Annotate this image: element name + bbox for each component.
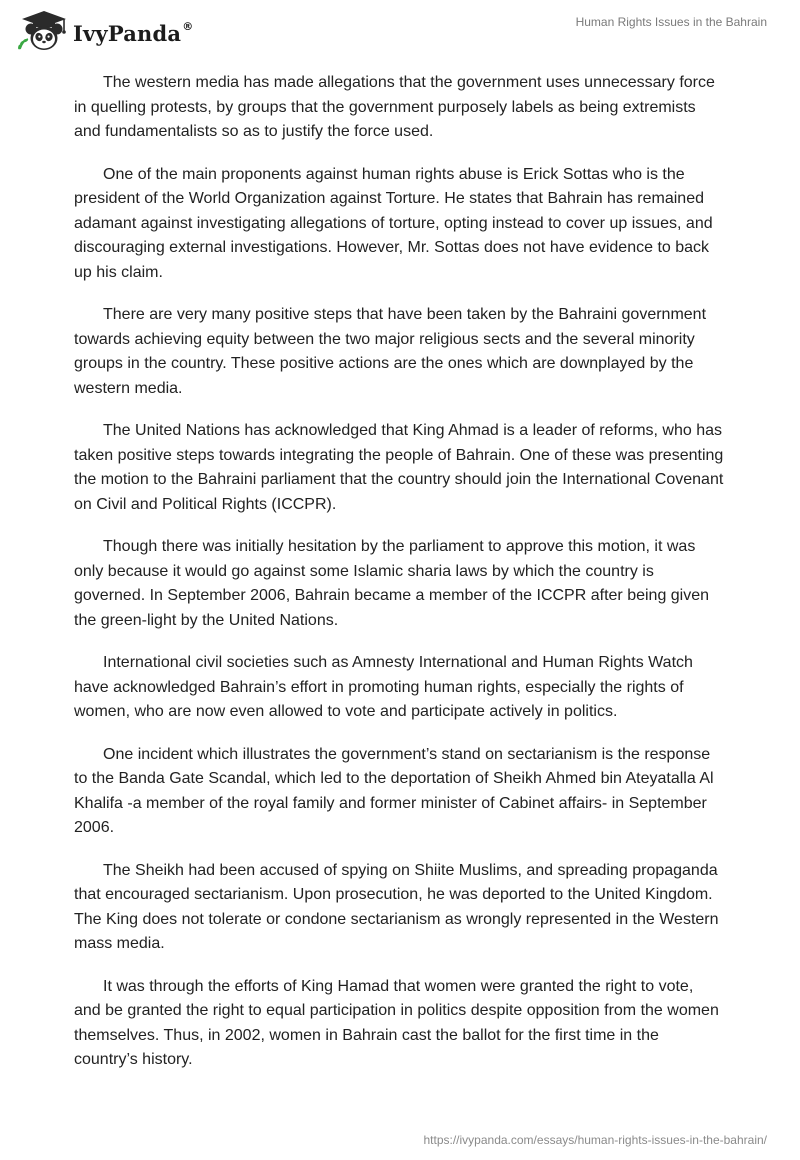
essay-body <box>74 71 724 1091</box>
paragraph: The United Nations has acknowledged that King Ahmad is a leader of reforms, who has taken positive steps towards integrating the people of Bahrain. One of these was presenting the motion to the Bahraini parliament that the country should join the International Covenant on Civil and Political Rights (ICCPR). <box>74 422 724 513</box>
paragraph: One incident which illustrates the government’s stand on sectarianism is the response to the Banda Gate Scandal, which led to the deportation of Sheikh Ahmed bin Ateyatalla Al Khalifa -a member of the royal family and former minister of Cabinet affairs- in September 2006. <box>74 745 714 836</box>
paragraph: The Sheikh had been accused of spying on Shiite Muslims, and spreading propaganda that encouraged sectarianism. Upon prosecution, he was deported to the United Kingdom. The King does not tolerate or condone sectarianism as wrongly represented in the Western mass media. <box>74 861 719 952</box>
page-header <box>0 0 800 60</box>
brand-name: IvyPanda® <box>73 19 194 46</box>
paragraph: One of the main proponents against human rights abuse is Erick Sottas who is the president of the World Organization against Torture. He states that Bahrain has remained adamant against investigating allegations of torture, opting instead to cover up issues, and discouraging external investigations. However, Mr. Sottas does not have evidence to back up his claim. <box>74 165 713 281</box>
footer-url[interactable]: https://ivypanda.com/essays/human-rights-issues-in-the-bahrain/ <box>423 1133 767 1147</box>
ivypanda-logo[interactable] <box>14 9 193 53</box>
paragraph: The western media has made allegations that the government uses unnecessary force in quelling protests, by groups that the government purposely labels as being extremists and fundamentalists so as to justify the force used. <box>74 74 715 140</box>
panda-graduate-icon <box>14 9 72 53</box>
paragraph: It was through the efforts of King Hamad that women were granted the right to vote, and be granted the right to equal participation in politics despite opposition from the women themselves. Thus, in 2002, women in Bahrain cast the ballot for the first time in the country’s history. <box>74 977 719 1068</box>
registered-mark: ® <box>182 19 194 33</box>
paragraph: Though there was initially hesitation by the parliament to approve this motion, it was only because it would go against some Islamic sharia laws by which the country is governed. In September 2006, Bahrain became a member of the ICCPR after being given the green-light by the United Nations. <box>74 538 710 629</box>
document-title: Human Rights Issues in the Bahrain <box>575 15 767 29</box>
paragraph: International civil societies such as Amnesty International and Human Rights Watch have acknowledged Bahrain’s effort in promoting human rights, especially the rights of women, who are now even allowed to vote and participate actively in politics. <box>74 654 693 720</box>
paragraph: There are very many positive steps that have been taken by the Bahraini government towards achieving equity between the two major religious sects and the several minority groups in the country. These positive actions are the ones which are downplayed by the western media. <box>74 306 707 397</box>
